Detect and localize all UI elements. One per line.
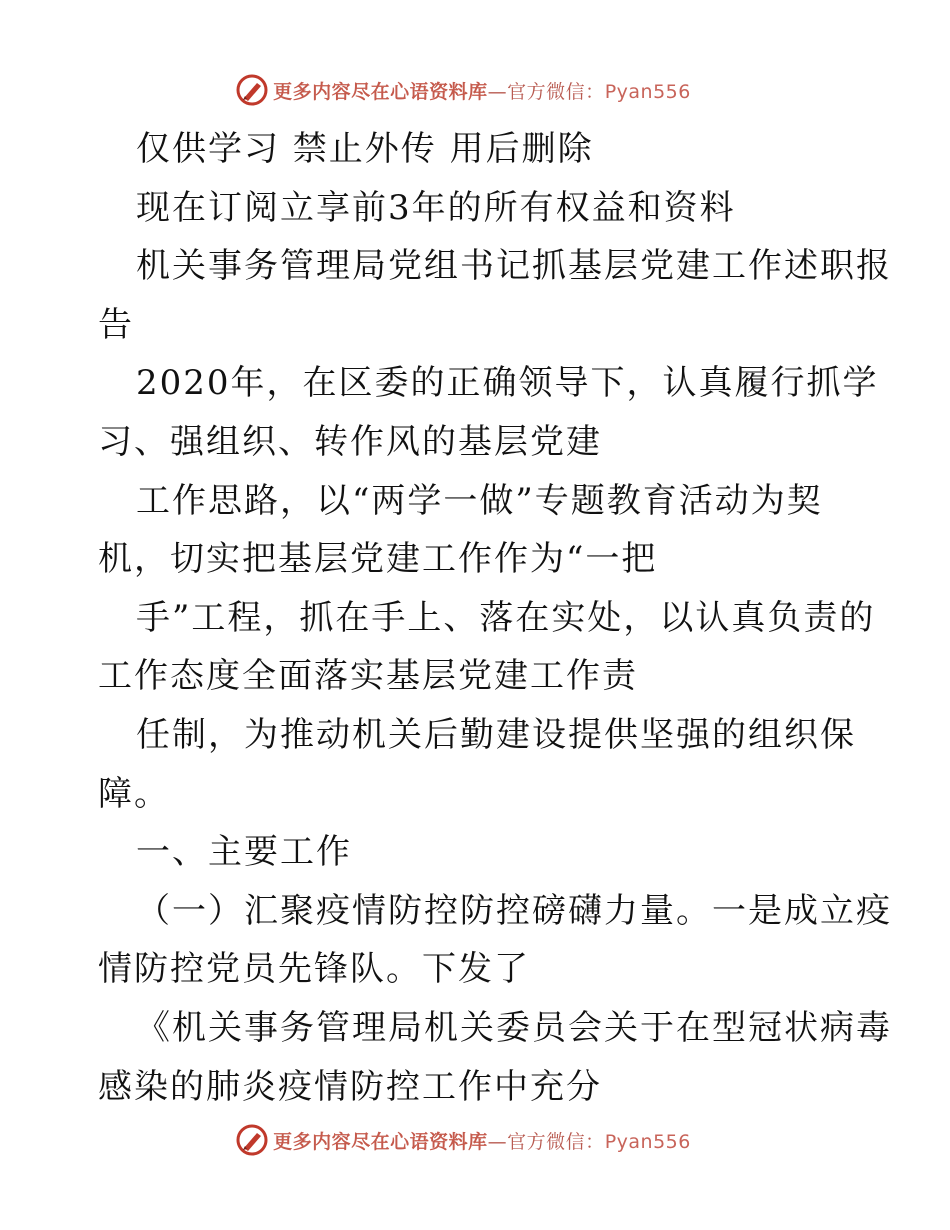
text-line: 工作思路，以“两学一做”专题教育活动为契 (136, 480, 823, 521)
section-heading: 一、主要工作 (136, 832, 352, 873)
text-line: 机，切实把基层党建工作作为“一把 (98, 539, 658, 580)
watermark-text (273, 77, 691, 104)
text-line: 仅供学习 禁止外传 用后删除 (136, 129, 594, 169)
watermark-dash: — (487, 1130, 508, 1153)
text-line: （一）汇聚疫情防控防控磅礴力量。一是成立疫 (136, 890, 892, 931)
text-line: 障。 (98, 773, 170, 814)
text-line: 现在订阅立享前3年的所有权益和资料 (136, 187, 736, 228)
text-line: 《机关事务管理局机关委员会关于在型冠状病毒 (136, 1007, 892, 1048)
watermark-text (273, 1127, 691, 1154)
watermark-sub: 官方微信： (507, 1130, 605, 1153)
watermark-dash: — (487, 80, 508, 103)
text-line: 习、强组织、转作风的基层党建 (98, 421, 602, 462)
document-title-cont: 告 (98, 304, 134, 345)
watermark-main: 更多内容尽在心语资料库 (273, 1130, 488, 1153)
watermark-id: Pyan556 (604, 80, 691, 103)
pen-logo-icon (235, 73, 269, 107)
text-line: 工作态度全面落实基层党建工作责 (98, 656, 638, 697)
document-title: 机关事务管理局党组书记抓基层党建工作述职报 (136, 246, 892, 287)
watermark-main: 更多内容尽在心语资料库 (273, 80, 488, 103)
header-watermark (0, 70, 950, 110)
text-line: 2020年，在区委的正确领导下，认真履行抓学 (136, 363, 879, 404)
text-line: 感染的肺炎疫情防控工作中充分 (98, 1066, 602, 1107)
watermark-id: Pyan556 (604, 1130, 691, 1153)
text-line: 手”工程，抓在手上、落在实处，以认真负责的 (136, 597, 876, 638)
footer-watermark (0, 1120, 950, 1160)
text-line: 任制，为推动机关后勤建设提供坚强的组织保 (136, 714, 856, 755)
pen-logo-icon (235, 1123, 269, 1157)
watermark-sub: 官方微信： (507, 80, 605, 103)
document-body (98, 120, 892, 1116)
text-line: 情防控党员先锋队。下发了 (98, 949, 530, 990)
